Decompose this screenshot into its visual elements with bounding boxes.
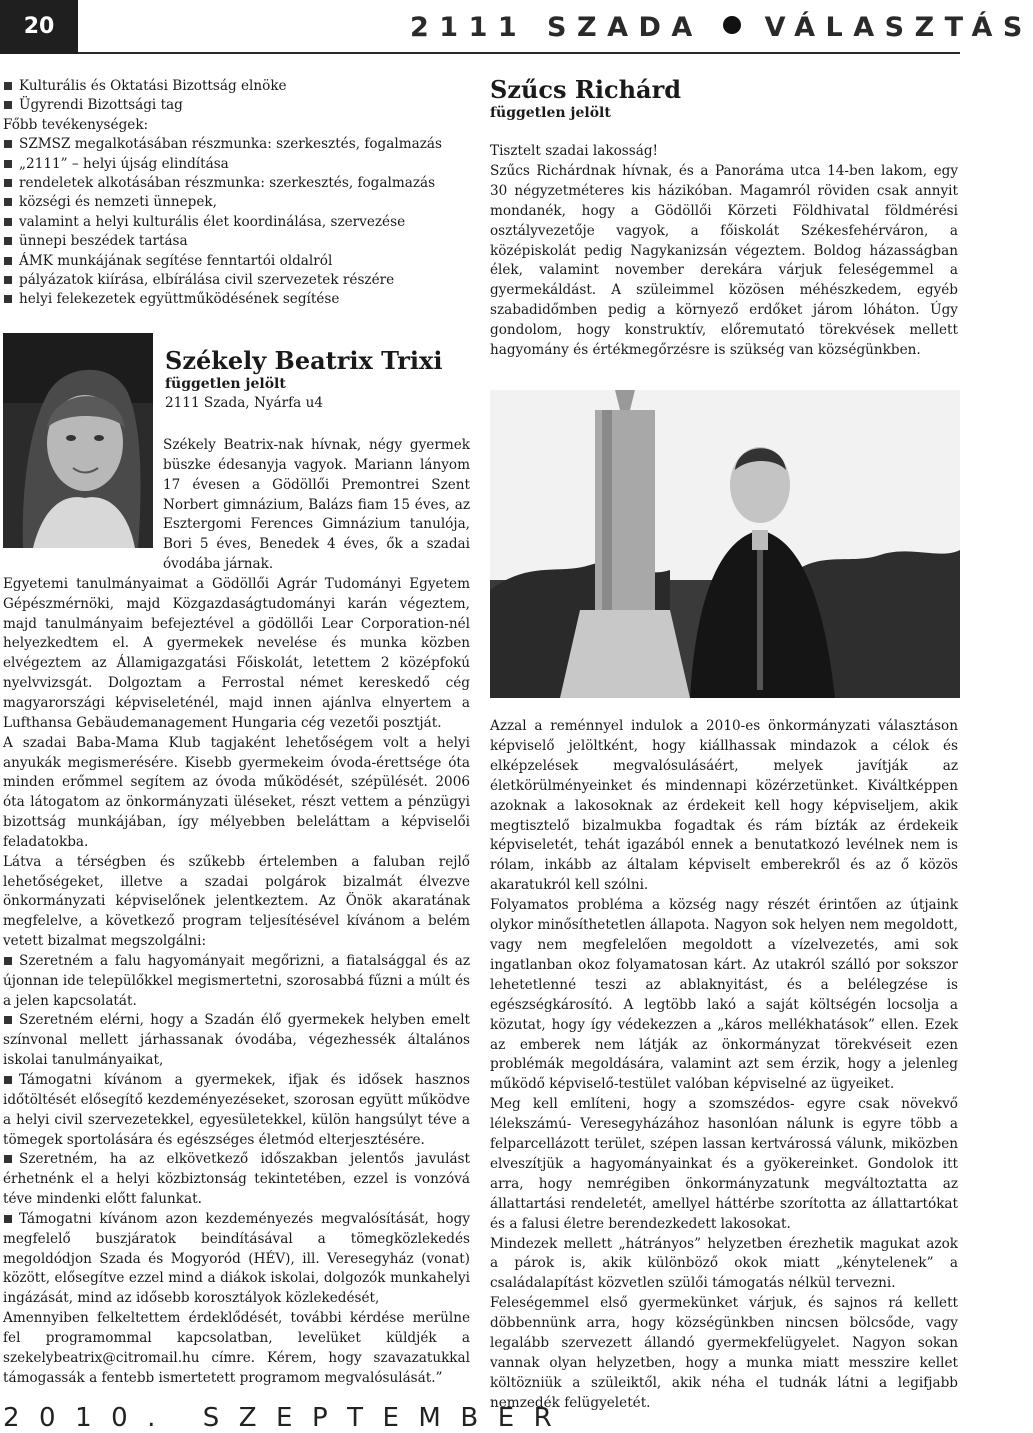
candidate-photo-richard bbox=[490, 390, 960, 698]
header-title-topic: VÁLASZTÁS bbox=[764, 12, 1033, 43]
program-item: Támogatni kívánom azon kezdeményezés megvalósítását, hogy megfelelő buszjáratok beindításával a tömegközlekedés megoldódjon Szada és Mogyoród (HÉV), ill. Veresegyház (vonat) között, elősegítve ezzel mind a diákok iskolai, dolgozók munkahelyi ingázását, mind az idősebb korosztályok közlekedését, bbox=[3, 1210, 470, 1309]
page-header bbox=[0, 0, 1033, 54]
activity-list-item: ÁMK munkájának segítése fenntartói oldalról bbox=[3, 252, 470, 271]
portrait-image bbox=[490, 390, 960, 698]
program-item: Szeretném a falu hagyományait megőrizni, a fiatalsággal és az újonnan ide települőkkel megismertetni, szorosabbá fűzni a múlt és a jelen kapcsolatát. bbox=[3, 952, 470, 1012]
header-rule bbox=[78, 52, 960, 54]
paragraph: Székely Beatrix-nak hívnak, négy gyermek büszke édesanyja vagyok. Mariann lányom 17 évesen a Gödöllői Premontrei Szent Norbert gimnázium, Balázs fiam 15 éves, az Esztergomi Ferences Gimnázium tanulója, Bori 5 éves, Benedek 4 éves, ők a szadai óvodába járnak. bbox=[163, 437, 470, 573]
paragraph: Egyetemi tanulmányaimat a Gödöllői Agrár Tudományi Egyetem Gépészmérnöki, majd Közgazdaságtudományi karán végeztem, majd tanulmányaim befejeztével a gödöllői Lear Corporation-nél helyezkedtem el. A gyermekek nevelése és munka közben elvégeztem az Államigazgatási Főiskolát, letettem 2 középfokú nyelvvizsgát. Dolgoztam a Ferrostal német kereskedő cég magyarországi képviseleténél, majd innen ajánlva elnyertem a Lufthansa Gebäudemanagement Hungaria cég vezetői posztját. bbox=[3, 575, 470, 731]
greeting: Tisztelt szadai lakosság! bbox=[490, 143, 659, 159]
candidate-name: Székely Beatrix Trixi bbox=[165, 346, 443, 375]
paragraph: Szűcs Richárdnak hívnak, és a Panoráma utca 14-ben lakom, egy 30 négyzetméteres kis házikóban. Magamról röviden csak annyit mondanék, hogy a Gödöllői Körzeti Földhivatal földmérési osztályvezetője vagyok, a főiskolát Székesfehérváron, a középiskolát pedig Nagykanizsán végeztem. Boldog házasságban élek, valamint november derekára várjuk feleségemmel a gyermekáldást. A szüleimmel közösen méhészkedem, egyéb szabadidőmben pedig a környező erdőket járom lóháton. Úgy gondolom, hogy konstruktív, előremutató törekvések mellett hagyomány és értékmegőrzésre is szükség van községünkben. bbox=[490, 162, 958, 359]
beatrix-introduction bbox=[3, 436, 470, 1389]
page-number: 20 bbox=[0, 0, 78, 54]
paragraph: Feleségemmel első gyermekünket várjuk, és sajnos rá kellett döbbennünk arra, hogy községünkben nincsen bölcsőde, vagy legalább szervezett állandó gyermekfelügyelet. Nagyon sokan vannak olyan helyzetben, hogy a munka miatt messzire kellet költözniük a szüleiktől, akik néha el tudnák látni a legifjabb nemzedék felügyeletét. bbox=[490, 1295, 958, 1411]
activity-list-item: községi és nemzeti ünnepek, bbox=[3, 193, 470, 212]
richard-program bbox=[490, 717, 958, 1414]
bullet-dot-icon bbox=[723, 16, 741, 34]
activity-list-item: SZMSZ megalkotásában részmunka: szerkesztés, fogalmazás bbox=[3, 135, 470, 154]
paragraph: Mindezek mellett „hátrányos” helyzetben érezhetik magukat azok a párok is, akik különböző okok miatt „kénytelenek” a családalapítást közvetlen szülői támogatás nélkül tervezni. bbox=[490, 1235, 958, 1292]
closing-paragraph: Amennyiben felkeltettem érdeklődését, további kérdése merülne fel programommal kapcsolatban, levelüket küldjék a szekelybeatrix@citromail.hu címre. Kérem, hogy szavazatukkal támogassák a fentebb ismertetett programom megvalósulását.” bbox=[3, 1310, 470, 1386]
program-item: Szeretném elérni, hogy a Szadán élő gyermekek helyben emelt színvonal mellett járhassanak óvodába, végezhessék általános iskolai tanulmányaikat, bbox=[3, 1011, 470, 1071]
activity-list-item: „2111” – helyi újság elindítása bbox=[3, 155, 470, 174]
issue-date-footer: 2010. SZEPTEMBER bbox=[3, 1403, 572, 1433]
paragraph: Folyamatos probléma a község nagy részét érintően az útjaink olykor minősíthetetlen állapota. Nagyon sok helyen nem megoldott, vagy nem megfelelően megoldott a vízelvezetés, ami sok ingatlanban okoz folyamatosan kárt. Az utakról szálló por sokszor lehetetlenné teszi az ablaknyitást, és a belélegzése is egészségkárosító. A legtöbb lakó a saját költségén locsolja a közutat, hogy így védekezzen a „káros mellékhatások” ellen. Ezek az emberek nem látják az önkormányzat törekvéseit ezen problémák megoldására, valamint azt sem érzik, hogy a jelenleg működő képviselő-testület valóban képviselné az ügyeiket. bbox=[490, 897, 958, 1093]
list-subheading: Főbb tevékenységek: bbox=[3, 116, 149, 133]
left-column-top bbox=[3, 77, 470, 310]
activity-list-item: Kulturális és Oktatási Bizottság elnöke bbox=[3, 77, 470, 96]
photo-wrap-spacer bbox=[3, 436, 163, 562]
program-item: Szeretném, ha az elkövetkező időszakban jelentős javulást érhetnénk el a helyi közbiztonság tekintetében, ezzel is vonzóvá téve mindenki előtt falunkat. bbox=[3, 1150, 470, 1210]
candidate-header-beatrix bbox=[165, 347, 465, 413]
paragraph: Látva a térségben és szűkebb értelemben a faluban rejlő lehetőségeket, illetve a szadai polgárok bizalmát élvezve önkormányzati képviselőnek jelentkeztem. Az Önök akaratának megfelelve, a következő program teljesítésével kívánom a belém vetett bizalmat megszolgálni: bbox=[3, 853, 470, 950]
header-title-place: 2111 SZADA bbox=[410, 12, 703, 43]
activity-list-item: rendeletek alkotásában részmunka: szerkesztés, fogalmazás bbox=[3, 174, 470, 193]
candidate-name: Szűcs Richárd bbox=[490, 75, 681, 104]
program-item: Támogatni kívánom a gyermekek, ifjak és idősek hasznos időtöltését elősegítő kezdeményezéseket, szorosan együtt működve a helyi civil szervezetekkel, egyesületekkel, külön hangsúlyt téve a tömegek sportolására és egészséges életmód elterjesztésére. bbox=[3, 1071, 470, 1150]
activity-list-item: helyi felekezetek együttműködésének segítése bbox=[3, 290, 470, 309]
paragraph: A szadai Baba-Mama Klub tagjaként lehetőségem volt a helyi anyukák megismerésére. Kisebb gyermekeim óvoda-érettsége óta minden erőmmel segítem az óvoda működését, szépülését. 2006 óta látogatom az önkormányzati üléseket, részt vettem a pénzügyi bizottság munkájában, így mélyebben beleláttam a képviselői feladatokba. bbox=[3, 734, 470, 850]
paragraph: Azzal a reménnyel indulok a 2010-es önkormányzati választáson képviselő jelöltként, hogy kiállhassak mindazok a célok és elképzelések megvalósulásáért, melyek javítják az életkörülményeinket és mindennapi közérzetünket. Kiváltképpen azoknak a lakosoknak az érdekeit kell hogy képviseljem, akik megtisztelő bizalmukba fogadtak és rám bízták az érdekeik képviseletét, tehát igazából ennek a benutatkozó levélnek nem is rólam, inkább az általam képviselt emberekről és az ő közös akaratukról kell szólni. bbox=[490, 718, 958, 894]
header-title bbox=[410, 8, 1033, 48]
candidate-status: független jelölt bbox=[490, 105, 611, 121]
paragraph: Meg kell említeni, hogy a szomszédos- egyre csak növekvő lélekszámú- Veresegyházához hasonlóan nálunk is egyre több a felparcellázott terület, szépen lassan kertvárossá válunk, miközben elveszítjük a hagyományainkat és a gyökereinket. Gondolok itt arra, hogy nemrégiben önkormányzatunk megváltoztatta az állattartási rendeletét, amellyel háttérbe szorította az állattartókat és a falusi életre berendezkedett lakosokat. bbox=[490, 1096, 958, 1232]
activity-list-item: ünnepi beszédek tartása bbox=[3, 232, 470, 251]
candidate-address: 2111 Szada, Nyárfa u4 bbox=[165, 395, 323, 411]
activities-list bbox=[3, 77, 470, 310]
activity-list-item: valamint a helyi kulturális élet koordinálása, szervezése bbox=[3, 213, 470, 232]
richard-introduction bbox=[490, 142, 958, 361]
candidate-header-richard bbox=[490, 76, 960, 122]
candidate-status: független jelölt bbox=[165, 376, 286, 392]
activity-list-item: Ügyrendi Bizottsági tag bbox=[3, 96, 470, 115]
activity-list-item: pályázatok kiírása, elbírálása civil szervezetek részére bbox=[3, 271, 470, 290]
